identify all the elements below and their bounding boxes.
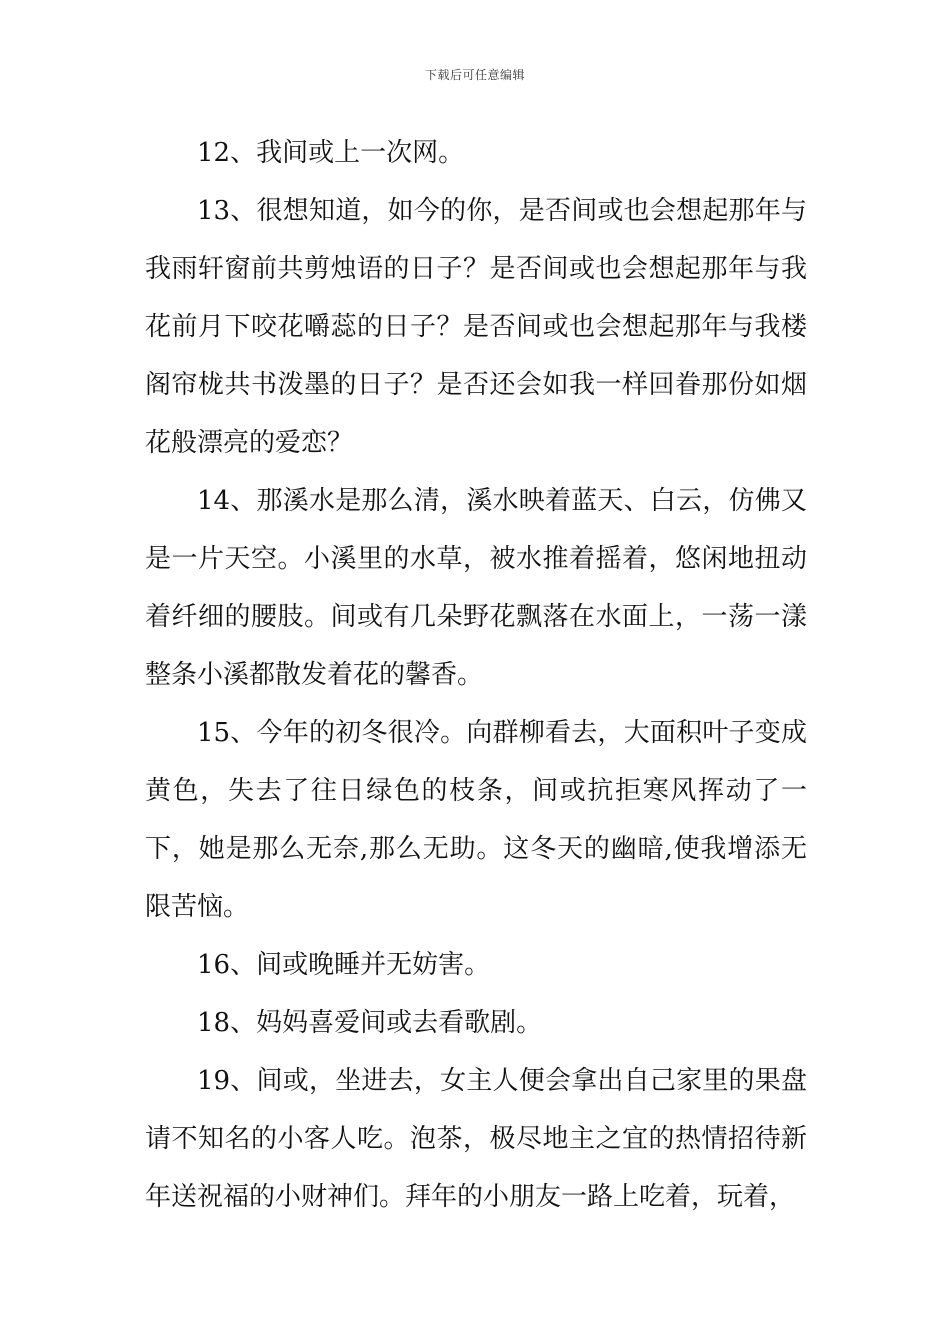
paragraph-19: 19、间或，坐进去，女主人便会拿出自己家里的果盘请不知名的小客人吃。泡茶，极尽地主之宜的热情招待新年送祝福的小财神们。拜年的小朋友一路上吃着，玩着， xyxy=(145,1066,807,1212)
page-header-note: 下载后可任意编辑 xyxy=(424,68,525,82)
paragraph-14: 14、那溪水是那么清，溪水映着蓝天、白云，仿佛又是一片天空。小溪里的水草，被水推着摇着，悠闲地扭动着纤细的腰肢。间或有几朵野花飘落在水面上，一荡一漾整条小溪都散发着花的馨香。 xyxy=(145,486,807,690)
paragraph-12: 12、我间或上一次网。 xyxy=(197,138,465,168)
paragraph-15: 15、今年的初冬很冷。向群柳看去，大面积叶子变成黄色，失去了往日绿色的枝条，间或抗拒寒风挥动了一下，她是那么无奈,那么无助。这冬天的幽暗,使我增添无限苦恼。 xyxy=(145,718,807,922)
paragraph-16: 16、间或晚睡并无妨害。 xyxy=(197,950,491,980)
document-body xyxy=(145,124,807,1226)
paragraph-18: 18、妈妈喜爱间或去看歌剧。 xyxy=(197,1008,543,1038)
paragraph-13: 13、很想知道，如今的你，是否间或也会想起那年与我雨轩窗前共剪烛语的日子？是否间或也会想起那年与我花前月下咬花嚼蕊的日子？是否间或也会想起那年与我楼阁帘栊共书泼墨的日子？是否还会如我一样回眷那份如烟花般漂亮的爱恋？ xyxy=(145,196,807,458)
